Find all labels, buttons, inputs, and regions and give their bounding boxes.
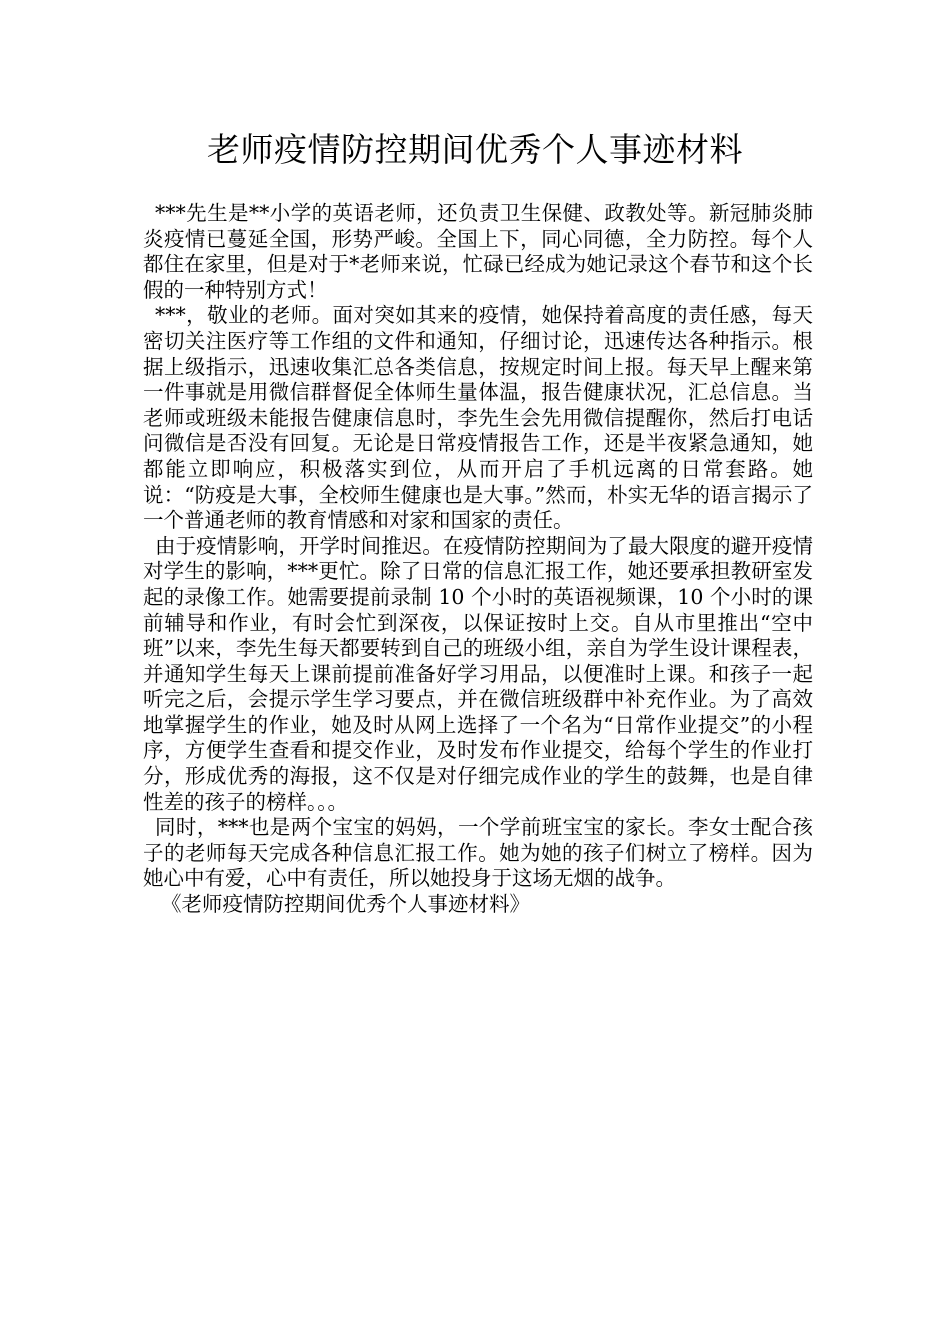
- paragraph-mother: 同时，***也是两个宝宝的妈妈，一个学前班宝宝的家长。李女士配合孩子的老师每天完成各种信息汇报工作。她为她的孩子们树立了榜样。因为她心中有爱，心中有责任，所以她投身于这场无烟的战争。: [143, 815, 813, 891]
- document-body: [143, 201, 813, 918]
- paragraph-intro: ***先生是**小学的英语老师，还负责卫生保健、政教处等。新冠肺炎肺炎疫情已蔓延全国，形势严峻。全国上下，同心同德，全力防控。每个人都住在家里，但是对于*老师来说，忙碌已经成为她记录这个春节和这个长假的一种特别方式！: [143, 201, 813, 302]
- document-closing-title: 《老师疫情防控期间优秀个人事迹材料》: [161, 892, 530, 917]
- paragraph-dedication: ***，敬业的老师。面对突如其来的疫情，她保持着高度的责任感，每天密切关注医疗等工作组的文件和通知，仔细讨论，迅速传达各种指示。根据上级指示，迅速收集汇总各类信息，按规定时间上报。每天早上醒来第一件事就是用微信群督促全体师生量体温，报告健康状况，汇总信息。当老师或班级未能报告健康信息时，李先生会先用微信提醒你，然后打电话问微信是否没有回复。无论是日常疫情报告工作，还是半夜紧急通知，她都能立即响应，积极落实到位，从而开启了手机远离的日常套路。她说：“防疫是大事，全校师生健康也是大事。”然而，朴实无华的语言揭示了一个普通老师的教育情感和对家和国家的责任。: [143, 303, 813, 533]
- document-title: 老师疫情防控期间优秀个人事迹材料: [207, 130, 743, 169]
- paragraph-online-teaching: 由于疫情影响，开学时间推迟。在疫情防控期间为了最大限度的避开疫情对学生的影响，***更忙。除了日常的信息汇报工作，她还要承担教研室发起的录像工作。她需要提前录制 10 个小时的英语视频课，10 个小时的课前辅导和作业，有时会忙到深夜，以保证按时上交。自从市里推出“空中班”以来，李先生每天都要转到自己的班级小组，亲自为学生设计课程表，并通知学生每天上课前提前准备好学习用品，以便准时上课。和孩子一起听完之后，会提示学生学习要点，并在微信班级群中补充作业。为了高效地掌握学生的作业，她及时从网上选择了一个名为“日常作业提交”的小程序，方便学生查看和提交作业，及时发布作业提交，给每个学生的作业打分，形成优秀的海报，这不仅是对仔细完成作业的学生的鼓舞，也是自律性差的孩子的榜样。。。: [143, 533, 813, 814]
